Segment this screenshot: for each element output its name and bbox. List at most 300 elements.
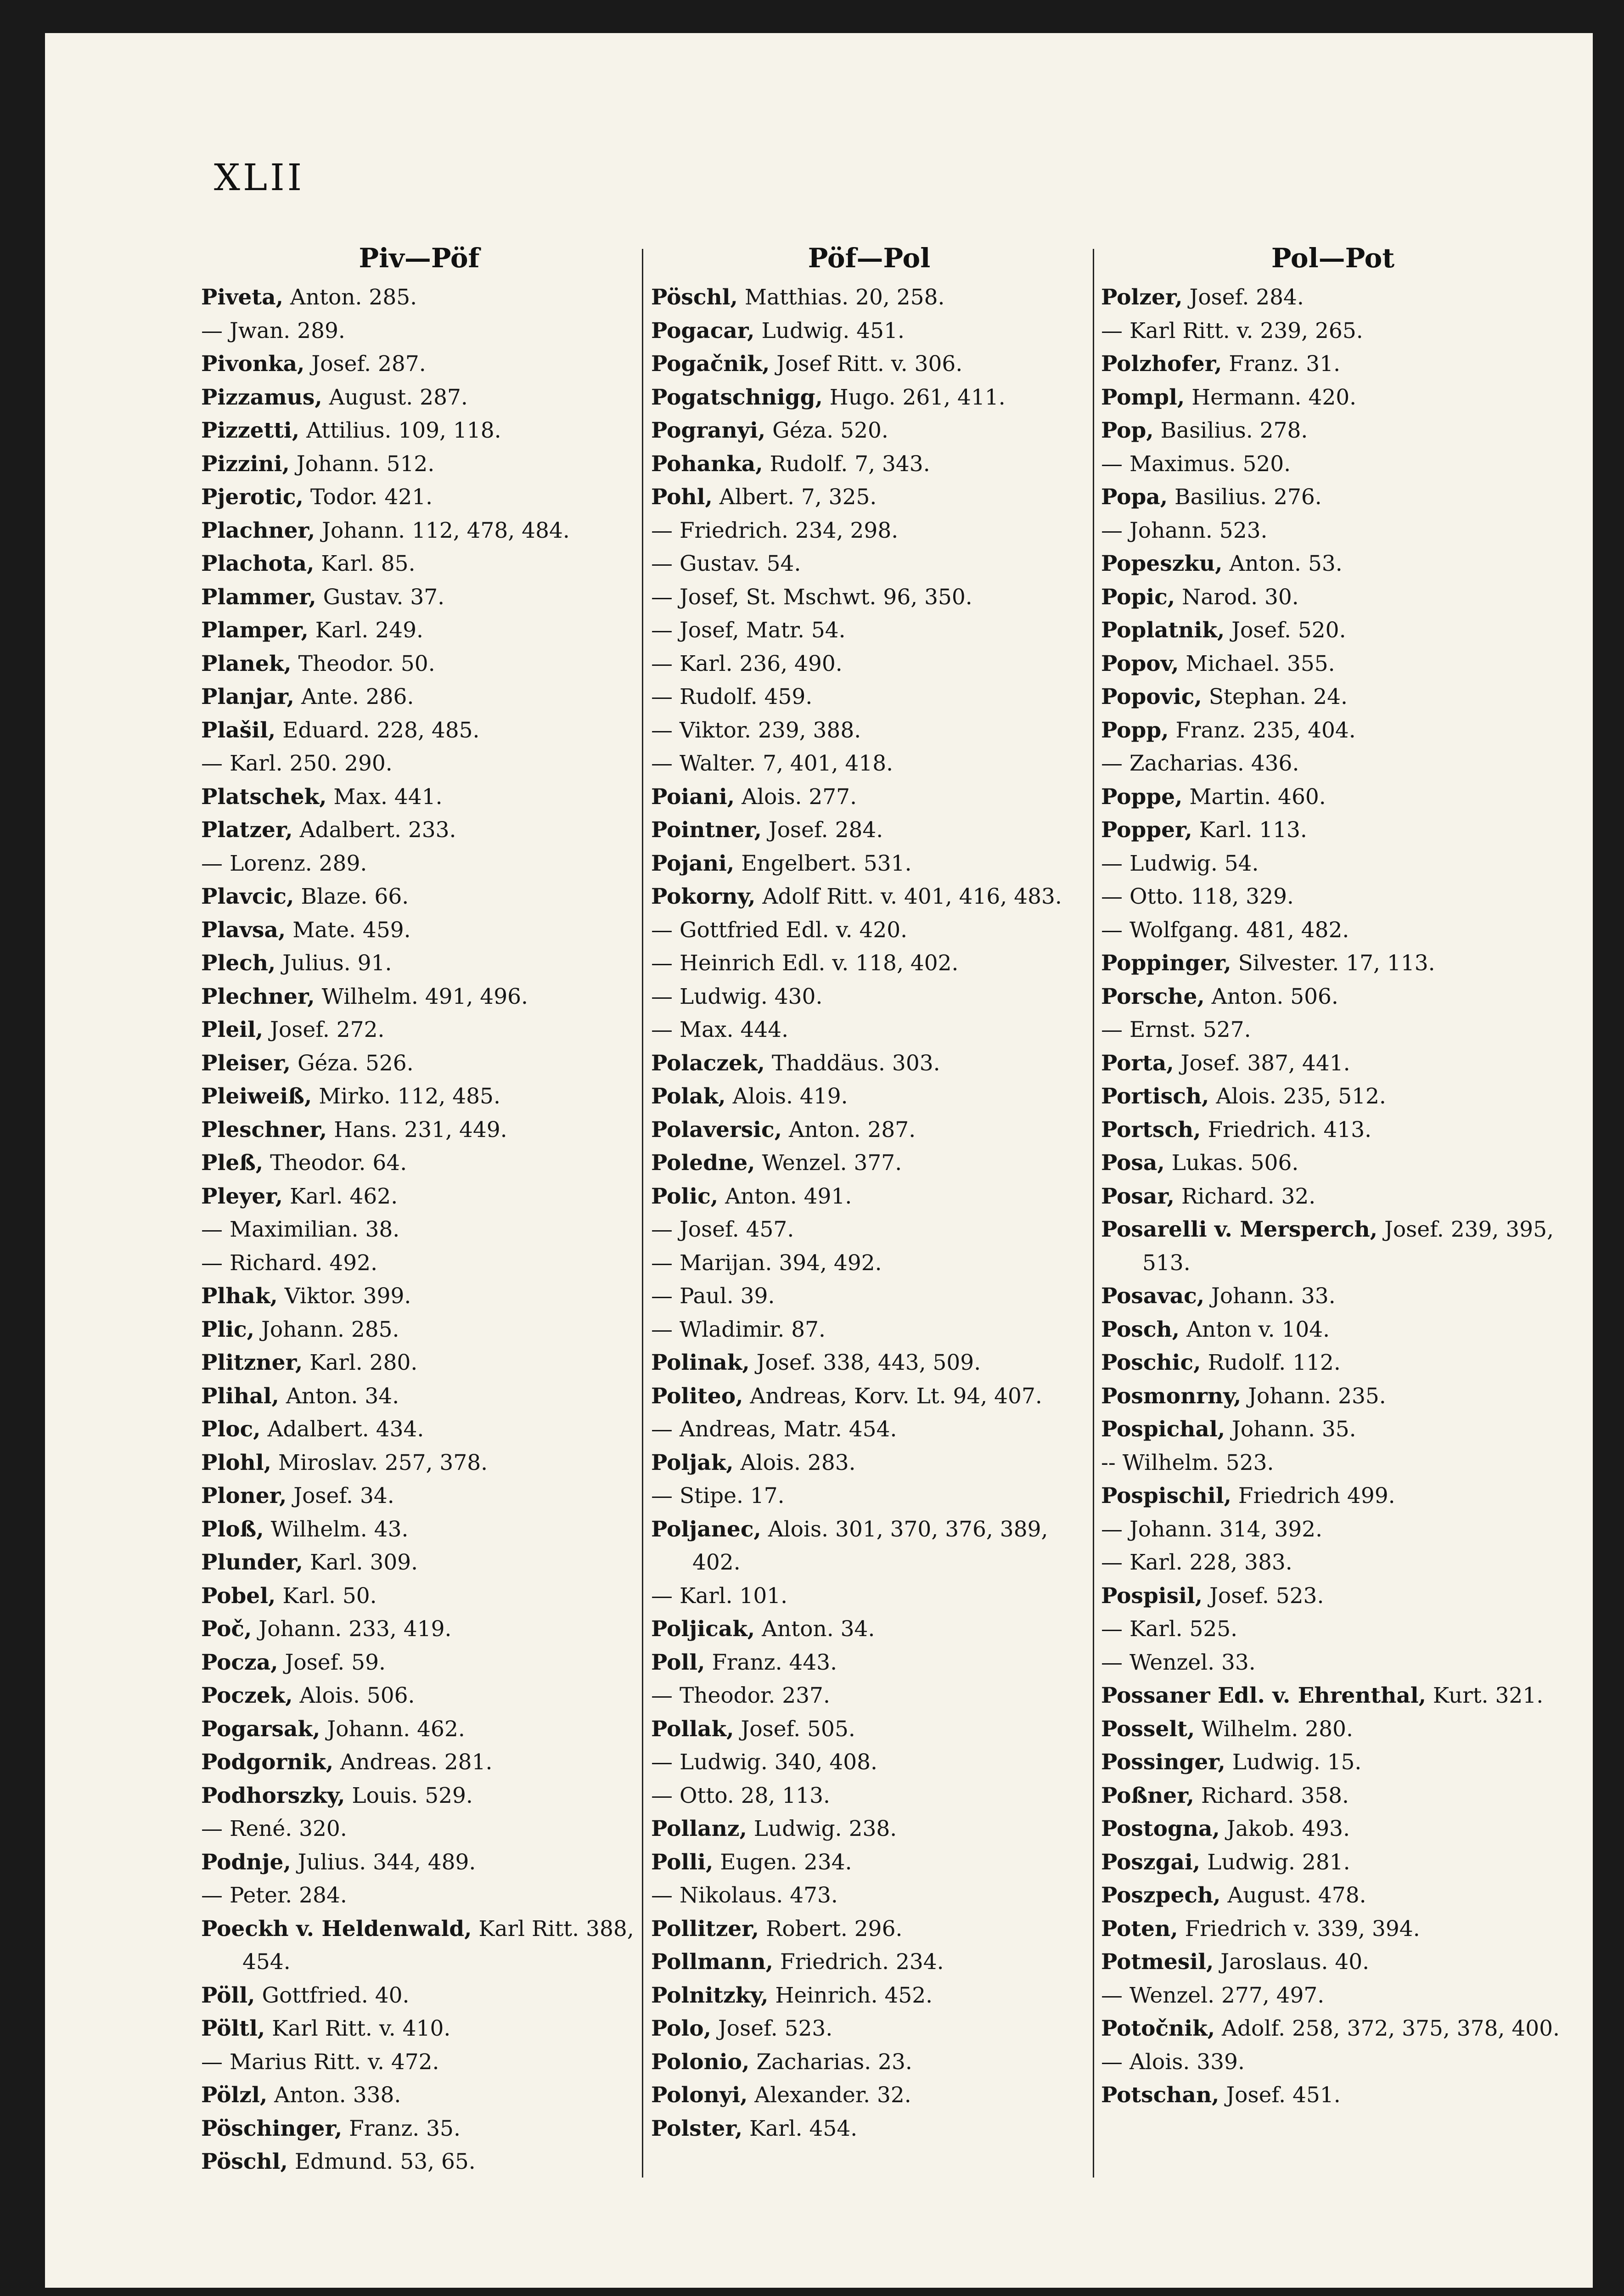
index-entry <box>1101 880 1565 914</box>
entry-details: Anton. 285. <box>283 285 417 310</box>
entry-details: Karl. 249. <box>308 618 423 643</box>
index-entry <box>201 2145 637 2179</box>
index-entry <box>201 914 637 947</box>
entry-surname: Pompl, <box>1101 384 1185 410</box>
index-entry <box>651 1913 1087 1946</box>
entry-details: — Richard. 492. <box>201 1250 378 1276</box>
index-entry <box>651 1646 1087 1680</box>
entry-details: — Maximus. 520. <box>1101 451 1291 477</box>
entry-details: Alexander. 32. <box>747 2082 911 2108</box>
index-entry <box>1101 514 1565 548</box>
entry-details: Johann. 235. <box>1241 1383 1386 1409</box>
entry-surname: Polzer, <box>1101 285 1183 310</box>
index-entry <box>1101 1946 1565 1979</box>
entry-surname: Polnitzky, <box>651 1982 769 2008</box>
entry-details: Josef. 239, 395, 513. <box>1142 1217 1554 1276</box>
entry-details: — Karl. 525. <box>1101 1616 1238 1642</box>
entry-details: Karl. 454. <box>742 2116 858 2141</box>
entry-details: Josef. 520. <box>1225 618 1346 643</box>
column-divider <box>1093 249 1094 2178</box>
entry-surname: Pleiweiß, <box>201 1084 312 1109</box>
entry-details: — Friedrich. 234, 298. <box>651 518 899 543</box>
index-entry <box>201 315 637 348</box>
page-number: XLII <box>214 156 305 199</box>
index-entry <box>201 1013 637 1047</box>
index-entry <box>201 747 637 781</box>
entry-surname: Pogranyi, <box>651 418 766 443</box>
entry-details: Anton. 53. <box>1222 551 1343 576</box>
entry-surname: Popp, <box>1101 717 1169 743</box>
index-entry <box>1101 1413 1565 1446</box>
entry-details: Franz. 443. <box>705 1649 837 1675</box>
index-entry <box>201 1280 637 1313</box>
entry-details: — Walter. 7, 401, 418. <box>651 751 893 776</box>
entry-surname: Portsch, <box>1101 1117 1201 1142</box>
entry-details: Adolf Ritt. v. 401, 416, 483. <box>755 884 1062 909</box>
index-entry <box>201 1779 637 1813</box>
index-entry <box>201 1879 637 1913</box>
entry-surname: Pointner, <box>651 817 762 843</box>
index-entry <box>1101 647 1565 681</box>
entry-surname: Pivonka, <box>201 351 305 377</box>
entry-surname: Pobel, <box>201 1583 276 1609</box>
index-entry <box>1101 381 1565 415</box>
index-entry <box>651 1413 1087 1446</box>
entry-details: Franz. 35. <box>342 2116 461 2141</box>
index-entry <box>201 348 637 381</box>
entry-details: — Marius Ritt. v. 472. <box>201 2049 439 2075</box>
entry-details: Josef. 272. <box>263 1017 385 1042</box>
entry-details: Friedrich. 413. <box>1201 1117 1372 1142</box>
entry-details: Josef. 59. <box>278 1649 386 1675</box>
index-entry <box>201 581 637 614</box>
entry-surname: Posselt, <box>1101 1716 1195 1742</box>
index-entry <box>201 980 637 1014</box>
index-entry <box>1101 1580 1565 1613</box>
index-entry <box>201 1114 637 1147</box>
index-entry <box>1101 1613 1565 1646</box>
entry-surname: Pohanka, <box>651 451 763 477</box>
index-entry <box>651 2012 1087 2046</box>
entry-details: Richard. 358. <box>1194 1783 1349 1808</box>
index-entry <box>201 1580 637 1613</box>
index-column-2 <box>651 235 1087 2145</box>
entry-surname: Porsche, <box>1101 984 1205 1009</box>
entry-surname: Pokorny, <box>651 884 756 909</box>
index-entry <box>201 1913 637 1979</box>
index-entry <box>651 1380 1087 1413</box>
index-entry <box>651 1213 1087 1247</box>
index-entry <box>1101 1779 1565 1813</box>
entry-surname: Polonio, <box>651 2049 750 2075</box>
entry-surname: Plhak, <box>201 1283 278 1309</box>
entry-surname: Pizzamus, <box>201 384 322 410</box>
entry-details: Karl Ritt. 388, 454. <box>242 1916 634 1975</box>
entry-details: Kurt. 321. <box>1426 1683 1544 1708</box>
entry-surname: Plavcic, <box>201 884 294 909</box>
index-entry <box>1101 1546 1565 1580</box>
index-entry <box>201 1213 637 1247</box>
column-header: Pöf—Pol <box>808 242 931 274</box>
index-entry <box>651 1746 1087 1779</box>
entry-surname: Ploner, <box>201 1483 287 1508</box>
entry-details: Josef. 505. <box>734 1716 855 1742</box>
index-entry <box>1101 315 1565 348</box>
entry-surname: Popper, <box>1101 817 1192 843</box>
entry-surname: Plavsa, <box>201 917 286 943</box>
entry-details: — Josef, Matr. 54. <box>651 618 846 643</box>
entry-details: Blaze. 66. <box>294 884 409 909</box>
index-entry <box>201 1713 637 1746</box>
entry-details: Franz. 31. <box>1222 351 1341 377</box>
entry-surname: Pizzetti, <box>201 418 300 443</box>
entry-surname: Poljicak, <box>651 1616 755 1642</box>
entry-details: — Stipe. 17. <box>651 1483 785 1508</box>
entry-details: Engelbert. 531. <box>734 850 912 876</box>
index-entry <box>651 1446 1087 1480</box>
index-entry <box>1101 1746 1565 1779</box>
index-entry <box>651 1114 1087 1147</box>
index-entry <box>1101 481 1565 514</box>
entry-surname: Posmonrny, <box>1101 1383 1242 1409</box>
entry-details: Josef. 523. <box>711 2016 833 2041</box>
entry-details: Lukas. 506. <box>1164 1150 1299 1176</box>
entry-details: — Wenzel. 277, 497. <box>1101 1982 1325 2008</box>
entry-surname: Potočnik, <box>1101 2016 1215 2041</box>
entry-details: — Ludwig. 340, 408. <box>651 1750 877 1775</box>
index-entry <box>201 481 637 514</box>
entry-surname: Pöschl, <box>651 285 738 310</box>
entry-details: Karl. 50. <box>275 1583 377 1609</box>
entry-surname: Pollak, <box>651 1716 734 1742</box>
entry-details: Jakob. 493. <box>1219 1816 1350 1841</box>
entry-details: Friedrich v. 339, 394. <box>1178 1916 1420 1941</box>
index-entry <box>201 1513 637 1547</box>
entry-details: — Peter. 284. <box>201 1883 347 1908</box>
entry-details: — Wolfgang. 481, 482. <box>1101 917 1349 943</box>
entry-surname: Poppe, <box>1101 784 1183 810</box>
entry-details: Josef. 338, 443, 509. <box>749 1350 981 1375</box>
entry-surname: Planjar, <box>201 684 294 709</box>
index-entry <box>651 714 1087 748</box>
entry-details: Robert. 296. <box>759 1916 903 1941</box>
entry-details: Johann. 35. <box>1225 1417 1356 1442</box>
entry-details: Silvester. 17, 113. <box>1231 951 1435 976</box>
index-entry <box>1101 614 1565 647</box>
entry-surname: Plihal, <box>201 1383 279 1409</box>
entry-surname: Poszpech, <box>1101 1883 1221 1908</box>
entry-surname: Pleß, <box>201 1150 264 1176</box>
entry-details: Louis. 529. <box>345 1783 473 1808</box>
entry-surname: Poljak, <box>651 1450 734 1475</box>
entry-details: Richard. 32. <box>1174 1183 1316 1209</box>
entry-surname: Pogarsak, <box>201 1716 320 1742</box>
entry-details: Eduard. 228, 485. <box>275 717 480 743</box>
entry-list <box>651 281 1087 2145</box>
entry-details: Johann. 112, 478, 484. <box>315 518 570 543</box>
entry-details: Friedrich. 234. <box>773 1949 944 1975</box>
entry-details: — Jwan. 289. <box>201 318 345 343</box>
index-entry <box>1101 1047 1565 1080</box>
entry-details: Max. 441. <box>326 784 443 810</box>
index-entry <box>651 1846 1087 1880</box>
index-entry <box>1101 1679 1565 1713</box>
index-entry <box>1101 1013 1565 1047</box>
index-entry <box>201 1646 637 1680</box>
index-entry <box>1101 1147 1565 1180</box>
index-entry <box>651 980 1087 1014</box>
entry-details: — Karl Ritt. v. 239, 265. <box>1101 318 1363 343</box>
entry-details: Alois. 419. <box>725 1084 848 1109</box>
entry-surname: Plech, <box>201 951 276 976</box>
index-entry <box>651 414 1087 448</box>
entry-details: — Lorenz. 289. <box>201 850 367 876</box>
entry-surname: Piveta, <box>201 285 283 310</box>
entry-details: Ludwig. 281. <box>1200 1849 1350 1875</box>
index-entry <box>1101 1446 1565 1480</box>
entry-surname: Pöll, <box>201 1982 255 2008</box>
entry-surname: Poczek, <box>201 1683 293 1708</box>
index-entry <box>201 714 637 748</box>
entry-details: — Alois. 339. <box>1101 2049 1245 2075</box>
entry-surname: Potschan, <box>1101 2082 1219 2108</box>
index-entry <box>201 2012 637 2046</box>
entry-surname: Poten, <box>1101 1916 1178 1941</box>
index-entry <box>651 747 1087 781</box>
entry-details: — Josef, St. Mschwt. 96, 350. <box>651 584 972 610</box>
entry-details: Julius. 91. <box>275 951 392 976</box>
entry-details: Karl. 85. <box>314 551 416 576</box>
entry-surname: Plachner, <box>201 518 315 543</box>
entry-details: Hugo. 261, 411. <box>822 384 1006 410</box>
entry-surname: Pogacar, <box>651 318 755 343</box>
entry-details: — René. 320. <box>201 1816 347 1841</box>
index-entry <box>651 581 1087 614</box>
index-entry <box>651 1147 1087 1180</box>
entry-list <box>1101 281 1565 2112</box>
index-entry <box>1101 1480 1565 1513</box>
index-entry <box>651 1812 1087 1846</box>
entry-surname: Plechner, <box>201 984 315 1009</box>
index-entry <box>1101 681 1565 714</box>
index-entry <box>1101 1979 1565 2013</box>
entry-details: -- Wilhelm. 523. <box>1101 1450 1274 1475</box>
index-entry <box>201 1812 637 1846</box>
entry-details: Todor. 421. <box>303 484 433 510</box>
entry-surname: Popov, <box>1101 651 1179 676</box>
index-entry <box>651 1180 1087 1214</box>
index-entry <box>201 1679 637 1713</box>
entry-surname: Polic, <box>651 1183 719 1209</box>
entry-surname: Pleschner, <box>201 1117 327 1142</box>
index-entry <box>201 647 637 681</box>
entry-surname: Pollitzer, <box>651 1916 759 1941</box>
entry-details: Josef. 284. <box>1182 285 1304 310</box>
index-entry <box>651 1779 1087 1813</box>
entry-surname: Poll, <box>651 1649 705 1675</box>
entry-surname: Pospichal, <box>1101 1417 1225 1442</box>
index-entry <box>651 1013 1087 1047</box>
entry-surname: Pollanz, <box>651 1816 747 1841</box>
index-entry <box>1101 1646 1565 1680</box>
entry-surname: Poszgai, <box>1101 1849 1201 1875</box>
entry-details: Martin. 460. <box>1182 784 1326 810</box>
entry-surname: Polaczek, <box>651 1050 765 1076</box>
entry-details: — Gottfried Edl. v. 420. <box>651 917 908 943</box>
entry-surname: Portisch, <box>1101 1084 1209 1109</box>
index-entry <box>1101 1713 1565 1746</box>
entry-details: Mate. 459. <box>286 917 411 943</box>
entry-surname: Politeo, <box>651 1383 743 1409</box>
entry-surname: Plammer, <box>201 584 316 610</box>
entry-surname: Porta, <box>1101 1050 1174 1076</box>
entry-surname: Pohl, <box>651 484 713 510</box>
index-entry <box>201 781 637 814</box>
entry-details: Alois. 283. <box>733 1450 856 1475</box>
index-column-3 <box>1101 235 1565 2112</box>
index-entry <box>201 947 637 980</box>
index-entry <box>1101 1812 1565 1846</box>
column-header: Pol—Pot <box>1271 242 1395 274</box>
entry-surname: Possaner Edl. v. Ehrenthal, <box>1101 1683 1426 1708</box>
entry-details: Hans. 231, 449. <box>327 1117 507 1142</box>
entry-details: — Rudolf. 459. <box>651 684 813 709</box>
index-entry <box>651 1713 1087 1746</box>
index-entry <box>1101 947 1565 980</box>
index-column-1 <box>201 235 637 2179</box>
entry-surname: Potmesil, <box>1101 1949 1214 1975</box>
index-entry <box>201 547 637 581</box>
index-entry <box>1101 1513 1565 1547</box>
entry-surname: Platschek, <box>201 784 327 810</box>
index-entry <box>651 647 1087 681</box>
index-entry <box>651 348 1087 381</box>
index-entry <box>1101 714 1565 748</box>
entry-surname: Polaversic, <box>651 1117 782 1142</box>
entry-details: Karl. 309. <box>303 1550 418 1575</box>
index-entry <box>651 448 1087 481</box>
entry-details: Ludwig. 15. <box>1225 1750 1362 1775</box>
index-entry <box>1101 814 1565 847</box>
index-entry <box>201 1613 637 1646</box>
entry-surname: Popic, <box>1101 584 1175 610</box>
index-entry <box>1101 1879 1565 1913</box>
entry-details: Alois. 277. <box>735 784 857 810</box>
entry-surname: Poeckh v. Heldenwald, <box>201 1916 472 1941</box>
entry-surname: Podgornik, <box>201 1750 334 1775</box>
entry-surname: Pleil, <box>201 1017 264 1042</box>
index-entry <box>651 614 1087 647</box>
entry-details: — Gustav. 54. <box>651 551 801 576</box>
entry-details: Rudolf. 7, 343. <box>763 451 930 477</box>
index-entry <box>201 414 637 448</box>
entry-details: — Heinrich Edl. v. 118, 402. <box>651 951 959 976</box>
entry-surname: Poljanec, <box>651 1516 761 1542</box>
index-entry <box>651 1080 1087 1114</box>
entry-surname: Poschic, <box>1101 1350 1201 1375</box>
entry-details: — Karl. 250. 290. <box>201 751 393 776</box>
entry-details: Wilhelm. 491, 496. <box>315 984 528 1009</box>
entry-details: Johann. 285. <box>254 1317 399 1342</box>
entry-surname: Pleyer, <box>201 1183 283 1209</box>
entry-details: Alois. 301, 370, 376, 389, 402. <box>692 1516 1048 1575</box>
entry-details: Andreas. 281. <box>333 1750 493 1775</box>
entry-surname: Postogna, <box>1101 1816 1220 1841</box>
entry-details: — Otto. 28, 113. <box>651 1783 830 1808</box>
entry-details: — Ludwig. 54. <box>1101 850 1259 876</box>
index-entry <box>201 2046 637 2079</box>
entry-details: Matthias. 20, 258. <box>737 285 945 310</box>
entry-details: Adalbert. 434. <box>260 1417 424 1442</box>
entry-details: Thaddäus. 303. <box>764 1050 940 1076</box>
entry-details: Franz. 235, 404. <box>1169 717 1356 743</box>
index-entry <box>651 1480 1087 1513</box>
index-entry <box>1101 1114 1565 1147</box>
index-entry <box>1101 281 1565 315</box>
entry-details: Karl. 280. <box>303 1350 418 1375</box>
index-entry <box>201 514 637 548</box>
entry-details: Zacharias. 23. <box>749 2049 912 2075</box>
index-entry <box>201 1047 637 1080</box>
entry-details: Anton. 34. <box>755 1616 875 1642</box>
index-entry <box>201 1979 637 2013</box>
index-entry <box>201 814 637 847</box>
index-entry <box>651 1280 1087 1313</box>
entry-details: Géza. 526. <box>291 1050 414 1076</box>
entry-details: Karl. 113. <box>1192 817 1307 843</box>
entry-details: Theodor. 64. <box>263 1150 407 1176</box>
index-entry <box>201 1147 637 1180</box>
index-entry <box>201 1846 637 1880</box>
entry-surname: Possinger, <box>1101 1750 1225 1775</box>
index-entry <box>1101 547 1565 581</box>
entry-details: Basilius. 278. <box>1153 418 1308 443</box>
entry-details: Julius. 344, 489. <box>291 1849 476 1875</box>
index-entry <box>651 1879 1087 1913</box>
index-entry <box>201 1313 637 1347</box>
entry-surname: Pöschl, <box>201 2149 288 2174</box>
entry-details: August. 478. <box>1220 1883 1366 1908</box>
entry-details: Karl Ritt. v. 410. <box>265 2016 451 2041</box>
index-entry <box>1101 781 1565 814</box>
entry-details: Josef. 451. <box>1219 2082 1341 2108</box>
entry-details: Ante. 286. <box>294 684 414 709</box>
entry-details: Johann. 33. <box>1204 1283 1336 1309</box>
entry-surname: Pollmann, <box>651 1949 774 1975</box>
entry-details: Géza. 520. <box>765 418 888 443</box>
index-entry <box>651 514 1087 548</box>
entry-details: Basilius. 276. <box>1168 484 1322 510</box>
index-entry <box>651 814 1087 847</box>
entry-details: — Theodor. 237. <box>651 1683 830 1708</box>
index-entry <box>651 1580 1087 1613</box>
index-entry <box>1101 1346 1565 1380</box>
entry-surname: Poplatnik, <box>1101 618 1225 643</box>
entry-details: Anton. 491. <box>718 1183 852 1209</box>
entry-surname: Pizzini, <box>201 451 290 477</box>
entry-details: — Karl. 101. <box>651 1583 788 1609</box>
entry-details: Josef. 34. <box>287 1483 394 1508</box>
entry-details: Josef. 287. <box>304 351 426 377</box>
index-entry <box>1101 847 1565 881</box>
entry-details: Johann. 233, 419. <box>252 1616 452 1642</box>
index-entry <box>651 1613 1087 1646</box>
index-entry <box>651 681 1087 714</box>
entry-surname: Pogatschnigg, <box>651 384 823 410</box>
entry-details: Stephan. 24. <box>1202 684 1348 709</box>
index-entry <box>651 2079 1087 2112</box>
entry-surname: Podhorszky, <box>201 1783 345 1808</box>
